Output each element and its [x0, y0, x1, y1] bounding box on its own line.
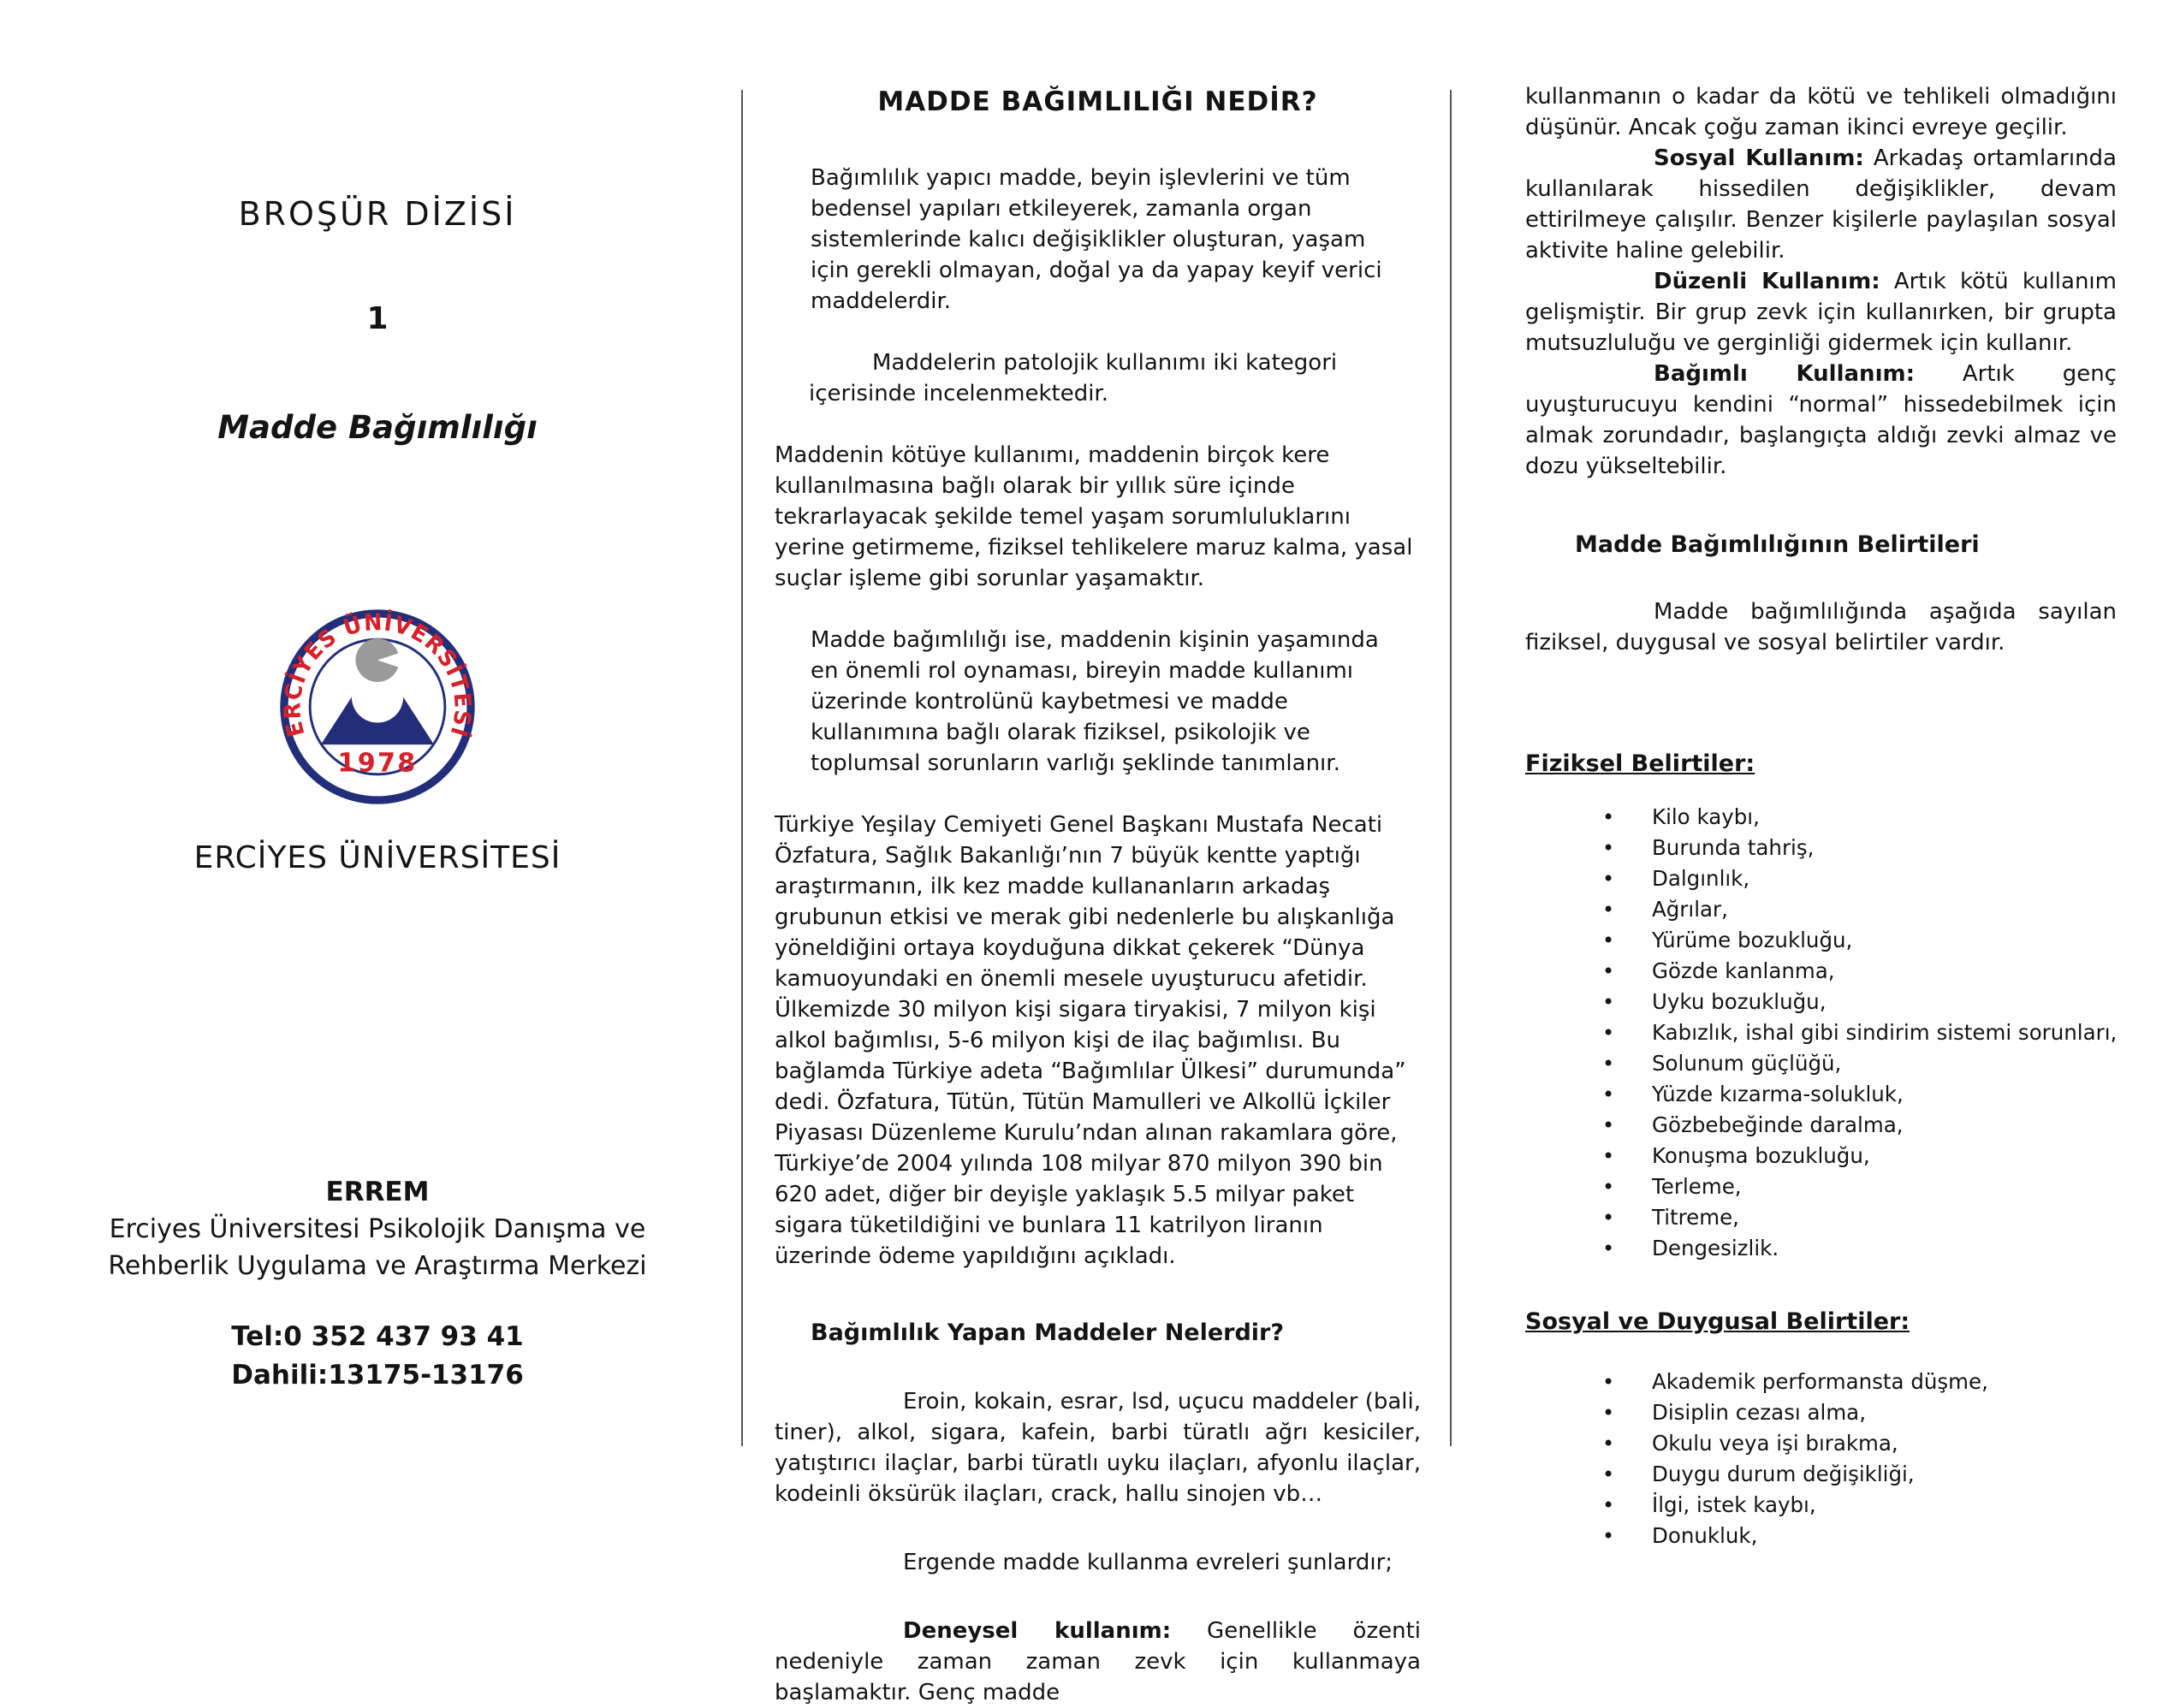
- series-title: BROŞÜR DİZİSİ: [238, 195, 517, 233]
- bullet-icon: •: [1602, 836, 1615, 860]
- substances-heading: Bağımlılık Yapan Maddeler Nelerdir?: [811, 1320, 1285, 1346]
- bullet-text: Yürüme bozukluğu,: [1652, 928, 1853, 952]
- paragraph: Maddelerin patolojik kullanımı iki kategori içerisinde incelenmektedir.: [809, 350, 1338, 406]
- bullet-item: [1525, 1079, 2117, 1110]
- main-heading: MADDE BAĞIMLILIĞI NEDİR?: [877, 86, 1318, 117]
- bullet-item: [1525, 802, 2117, 833]
- bullet-text: Gözde kanlanma,: [1652, 958, 1835, 983]
- bullet-icon: •: [1602, 1462, 1615, 1486]
- bullet-item: [1525, 1017, 2117, 1048]
- bullet-text: Kabızlık, ishal gibi sindirim sistemi sorunları,: [1652, 1020, 2118, 1045]
- bullet-item: [1525, 956, 2117, 987]
- paragraph-lead: Bağımlı Kullanım:: [1654, 361, 1915, 387]
- bullet-item: [1525, 1141, 2117, 1171]
- physical-symptoms-heading: Fiziksel Belirtiler:: [1525, 750, 1755, 777]
- bullet-text: Donukluk,: [1652, 1523, 1758, 1548]
- bullet-item: [1525, 1521, 2117, 1551]
- bullet-icon: •: [1602, 928, 1615, 952]
- paragraph: Bağımlı Kullanım: Artık genç uyuşturucuyu kendini “normal” hissedebilmek için almak zorundadır, başlangıçta aldığı zevki almaz ve dozu yükseltebilir.: [1525, 361, 2117, 479]
- bullet-item: [1525, 1233, 2117, 1264]
- bullet-item: [1525, 1171, 2117, 1202]
- substances-paragraphs: [775, 1386, 1421, 1708]
- paragraph: Ergende madde kullanma evreleri şunlardır;: [903, 1550, 1393, 1575]
- social-symptoms-heading: Sosyal ve Duygusal Belirtiler:: [1525, 1308, 1910, 1335]
- bullet-text: Uyku bozukluğu,: [1652, 989, 1827, 1014]
- paragraph-lead: Deneysel kullanım:: [903, 1618, 1172, 1644]
- university-logo-svg: [278, 608, 477, 806]
- bullet-item: [1525, 863, 2117, 894]
- paragraph: Deneysel kullanım: Genellikle özenti nedeniyle zaman zaman zevk için kullanmaya başlamaktır. Genç madde: [775, 1618, 1421, 1705]
- paragraph: Sosyal Kullanım: Arkadaş ortamlarında kullanılarak hissedilen değişiklikler, devam ettirilmeye çalışılır. Benzer kişilerle paylaşılan sosyal aktivite haline gelebilir.: [1525, 145, 2117, 264]
- center-description-line1: Erciyes Üniversitesi Psikolojik Danışma ve: [109, 1214, 646, 1244]
- bullet-text: Terleme,: [1652, 1174, 1742, 1199]
- phone-extension: Dahili:13175-13176: [231, 1360, 524, 1391]
- bullet-item: [1525, 987, 2117, 1017]
- bullet-item: [1525, 894, 2117, 925]
- bullet-item: [1525, 1202, 2117, 1233]
- bullet-text: Okulu veya işi bırakma,: [1652, 1431, 1898, 1456]
- bullet-text: Ağrılar,: [1652, 897, 1728, 922]
- symptoms-intro: Madde bağımlılığında aşağıda sayılan fiziksel, duygusal ve sosyal belirtiler vardır.: [1525, 599, 2117, 655]
- bullet-text: Disiplin cezası alma,: [1652, 1400, 1866, 1425]
- intro-paragraphs: [775, 163, 1421, 1272]
- bullet-text: Kilo kaybı,: [1652, 804, 1760, 829]
- bullet-item: [1525, 1110, 2117, 1141]
- bullet-text: Titreme,: [1652, 1205, 1739, 1230]
- bullet-icon: •: [1602, 1113, 1615, 1137]
- series-number: 1: [366, 301, 389, 336]
- paragraph: Maddenin kötüye kullanımı, maddenin birçok kere kullanılmasına bağlı olarak bir yıllık süre içinde tekrarlayacak şekilde temel yaşam sorumluluklarını yerine getirmeme, fiziksel tehlikelere maruz kalma, yasal suçlar işleme gibi sorunlar yaşamaktır.: [775, 442, 1413, 591]
- center-description-line2: Rehberlik Uygulama ve Araştırma Merkezi: [108, 1251, 647, 1281]
- bullet-icon: •: [1602, 898, 1615, 922]
- bullet-item: [1525, 1459, 2117, 1490]
- university-logo: [26, 608, 729, 810]
- bullet-icon: •: [1602, 1370, 1615, 1394]
- bullet-icon: •: [1602, 1052, 1615, 1076]
- paragraph: Düzenli Kullanım: Artık kötü kullanım gelişmiştir. Bir grup zevk için kullanırken, bir grupta mutsuzluluğu ve gerginliği gidermek için kullanır.: [1525, 269, 2117, 356]
- bullet-item: [1525, 1048, 2117, 1079]
- bullet-text: Konuşma bozukluğu,: [1652, 1143, 1870, 1168]
- bullet-text: İlgi, istek kaybı,: [1652, 1492, 1816, 1517]
- content-panel-right: [1452, 0, 2180, 1548]
- bullet-text: Gözbebeğinde daralma,: [1652, 1112, 1904, 1137]
- bullet-icon: •: [1602, 1237, 1615, 1260]
- paragraph: Bağımlılık yapıcı madde, beyin işlevlerini ve tüm bedensel yapıları etkileyerek, zamanla organ sistemlerinde kalıcı değişiklikler oluşturan, yaşam için gerekli olmayan, doğal ya da yapay keyif verici maddelerdir.: [811, 165, 1382, 314]
- center-abbreviation: ERREM: [325, 1177, 430, 1207]
- bullet-icon: •: [1602, 990, 1615, 1014]
- paragraph-lead: Sosyal Kullanım:: [1654, 145, 1864, 171]
- bullet-item: [1525, 1367, 2117, 1397]
- bullet-icon: •: [1602, 1082, 1615, 1106]
- university-name: ERCİYES ÜNİVERSİTESİ: [193, 840, 561, 875]
- bullet-icon: •: [1602, 1175, 1615, 1199]
- bullet-icon: •: [1602, 1144, 1615, 1168]
- bullet-item: [1525, 1397, 2117, 1428]
- bullet-icon: •: [1602, 867, 1615, 891]
- paragraph-lead: Düzenli Kullanım:: [1654, 269, 1880, 294]
- stages-paragraphs: [1525, 81, 2117, 482]
- bullet-text: Akademik performansta düşme,: [1652, 1369, 1988, 1394]
- bullet-icon: •: [1602, 1493, 1615, 1517]
- bullet-text: Dengesizlik.: [1652, 1236, 1779, 1260]
- bullet-item: [1525, 833, 2117, 863]
- bullet-icon: •: [1602, 1401, 1615, 1425]
- logo-year: 1978: [337, 748, 418, 779]
- bullet-text: Burunda tahriş,: [1652, 835, 1815, 860]
- physical-bullets: [1525, 802, 2117, 1264]
- bullet-item: [1525, 1428, 2117, 1459]
- bullet-item: [1525, 925, 2117, 956]
- cover-panel: [0, 0, 741, 1540]
- symptoms-heading: Madde Bağımlılığının Belirtileri: [1575, 531, 1980, 558]
- contact-block: [26, 1318, 729, 1395]
- bullet-text: Yüzde kızarma-solukluk,: [1652, 1082, 1904, 1106]
- bullet-icon: •: [1602, 1524, 1615, 1548]
- bullet-text: Dalgınlık,: [1652, 866, 1750, 891]
- center-info-block: [26, 1174, 729, 1284]
- content-panel-middle: [743, 0, 1450, 1705]
- social-bullets: [1525, 1367, 2117, 1551]
- bullet-icon: •: [1602, 959, 1615, 983]
- paragraph: Türkiye Yeşilay Cemiyeti Genel Başkanı Mustafa Necati Özfatura, Sağlık Bakanlığı’nın 7 büyük kentte yaptığı araştırmanın, ilk kez madde kullananların arkadaş grubunun etkisi ve merak gibi nedenlerle bu alışkanlığa yöneldiğini ortaya koyduğuna dikkat çekerek “Dünya kamuoyundaki en önemli mesele uyuşturucu afetidir. Ülkemizde 30 milyon kişi sigara tiryakisi, 7 milyon kişi alkol bağımlısı, 5-6 milyon kişi de ilaç bağımlısı. Bu bağlamda Türkiye adeta “Bağımlılar Ülkesi” durumunda” dedi. Özfatura, Tütün, Tütün Mamulleri ve Alkollü İçkiler Piyasası Düzenleme Kurulu’ndan alınan rakamlara göre, Türkiye’de 2004 yılında 108 milyar 870 milyon 390 bin 620 adet, diğer bir deyişle yaklaşık 5.5 milyar paket sigara tüketildiğini ve bunlara 11 katrilyon liranın üzerinde ödeme yapıldığını açıkladı.: [775, 812, 1406, 1269]
- brochure-title: Madde Bağımlılığı: [217, 409, 538, 446]
- paragraph: Madde bağımlılığı ise, maddenin kişinin yaşamında en önemli rol oynaması, bireyin madde kullanımı üzerinde kontrolünü kaybetmesi ve madde kullanımına bağlı olarak fiziksel, psikolojik ve toplumsal sorunların varlığı şeklinde tanımlanır.: [811, 627, 1379, 776]
- logo-ring-text: ERCİYES ÜNİVERSİTESİ: [279, 608, 476, 741]
- bullet-icon: •: [1602, 1432, 1615, 1456]
- paragraph: Eroin, kokain, esrar, lsd, uçucu maddeler (bali, tiner), alkol, sigara, kafein, barbi türatlı ağrı kesiciler, yatıştırıcı ilaçlar, barbi türatlı uyku ilaçları, afyonlu ilaçlar, kodeinli öksürük ilaçları, crack, hallu sinojen vb…: [775, 1389, 1421, 1507]
- bullet-icon: •: [1602, 1206, 1615, 1230]
- bullet-icon: •: [1602, 1021, 1615, 1045]
- phone-number: Tel:0 352 437 93 41: [231, 1321, 524, 1352]
- bullet-item: [1525, 1490, 2117, 1521]
- bullet-text: Solunum güçlüğü,: [1652, 1051, 1842, 1076]
- bullet-icon: •: [1602, 805, 1615, 829]
- paragraph: kullanmanın o kadar da kötü ve tehlikeli olmadığını düşünür. Ancak çoğu zaman ikinci evreye geçilir.: [1525, 84, 2117, 140]
- bullet-text: Duygu durum değişikliği,: [1652, 1462, 1915, 1486]
